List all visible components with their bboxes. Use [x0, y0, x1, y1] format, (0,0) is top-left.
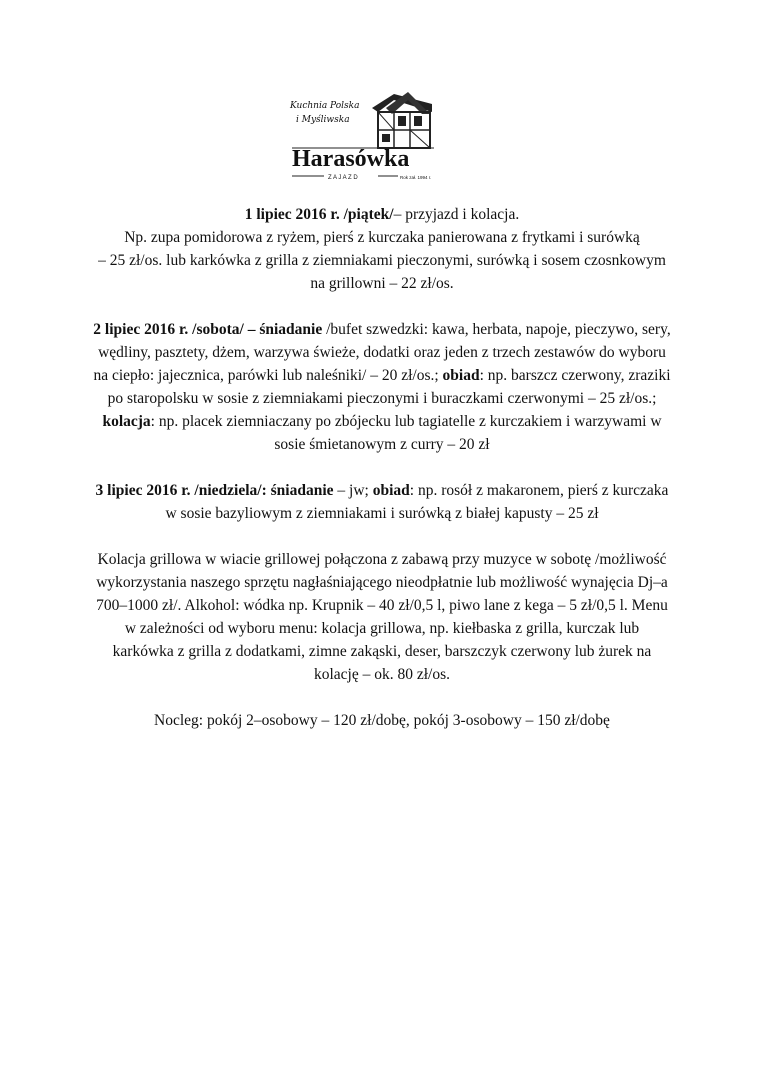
- day1-date: 1 lipiec 2016 r. /piątek/: [244, 206, 394, 223]
- grill-line4: w zależności od wyboru menu: kolacja grillowa, np. kiełbaska z grilla, kurczak lub: [124, 620, 640, 637]
- day2-line4: po staropolsku w sosie z ziemniakami pieczonymi i buraczkami czerwonymi – 25 zł/os.;: [107, 390, 657, 407]
- day2-line1: /bufet szwedzki: kawa, herbata, napoje, pieczywo, sery,: [322, 321, 671, 338]
- grill-line5: karkówka z grilla z dodatkami, zimne zakąski, deser, barszczyk czerwony lub żurek na: [112, 643, 652, 660]
- grill-line2: wykorzystania naszego sprzętu nagłaśniającego nieodpłatnie lub możliwość wynajęcia Dj–a: [96, 574, 668, 591]
- day3-line1: – jw;: [333, 482, 373, 499]
- day3-date: 3 lipiec 2016 r. /niedziela/: śniadanie: [95, 482, 334, 499]
- day2-kolacja-label: kolacja: [102, 413, 151, 430]
- day2-line3: na ciepło: jajecznica, parówki lub naleśniki/ – 20 zł/os.;: [93, 367, 443, 384]
- logo-subtitle: Z A J A Z D: [328, 175, 358, 181]
- day2-line6: sosie śmietanowym z curry – 20 zł: [274, 436, 490, 453]
- day2-obiad-text: : np. barszcz czerwony, zraziki: [479, 367, 671, 384]
- logo-graphic: [282, 86, 442, 186]
- accommodation-line: Nocleg: pokój 2–osobowy – 120 zł/dobę, pokój 3-osobowy – 150 zł/dobę: [154, 712, 610, 729]
- day1-paragraph: [60, 203, 704, 295]
- harasowka-logo: [282, 86, 442, 186]
- day3-obiad-label: obiad: [372, 482, 410, 499]
- logo-line1: Kuchnia Polska: [290, 101, 360, 111]
- accommodation-paragraph: [60, 709, 704, 732]
- day1-arrival: – przyjazd i kolacja.: [393, 206, 520, 223]
- grill-line6: kolację – ok. 80 zł/os.: [313, 666, 451, 683]
- logo-line2: i Myśliwska: [296, 115, 350, 125]
- day3-paragraph: [60, 479, 704, 525]
- day3-obiad-text: : np. rosół z makaronem, pierś z kurczaka: [409, 482, 669, 499]
- day3-line2: w sosie bazyliowym z ziemniakami i surówką z białej kapusty – 25 zł: [165, 505, 599, 522]
- day1-line3: – 25 zł/os. lub karkówka z grilla z ziemniakami pieczonymi, surówką i sosem czosnkowym: [98, 252, 666, 269]
- day1-line2: Np. zupa pomidorowa z ryżem, pierś z kurczaka panierowana z frytkami i surówką: [124, 229, 640, 246]
- grill-line1: Kolacja grillowa w wiacie grillowej połączona z zabawą przy muzyce w sobotę /możliwość: [97, 551, 667, 568]
- day1-line4: na grillowni – 22 zł/os.: [310, 275, 454, 292]
- day2-line2: wędliny, pasztety, dżem, warzywa świeże, dodatki oraz jeden z trzech zestawów do wyboru: [98, 344, 666, 361]
- menu-text: [60, 203, 704, 732]
- grill-line3: 700–1000 zł/. Alkohol: wódka np. Krupnik – 40 zł/0,5 l, piwo lane z kega – 5 zł/0,5 l. Menu: [96, 597, 668, 614]
- logo-founded: Rok zał. 1994 r.: [400, 175, 432, 180]
- grill-paragraph: [60, 548, 704, 686]
- day2-kolacja-text: : np. placek ziemniaczany po zbójecku lub tagiatelle z kurczakiem i warzywami w: [150, 413, 662, 430]
- day2-paragraph: [60, 318, 704, 456]
- logo-brand-name: Harasówka: [292, 146, 410, 172]
- day2-obiad-label: obiad: [442, 367, 480, 384]
- day2-date: 2 lipiec 2016 r. /sobota/ – śniadanie: [93, 321, 323, 338]
